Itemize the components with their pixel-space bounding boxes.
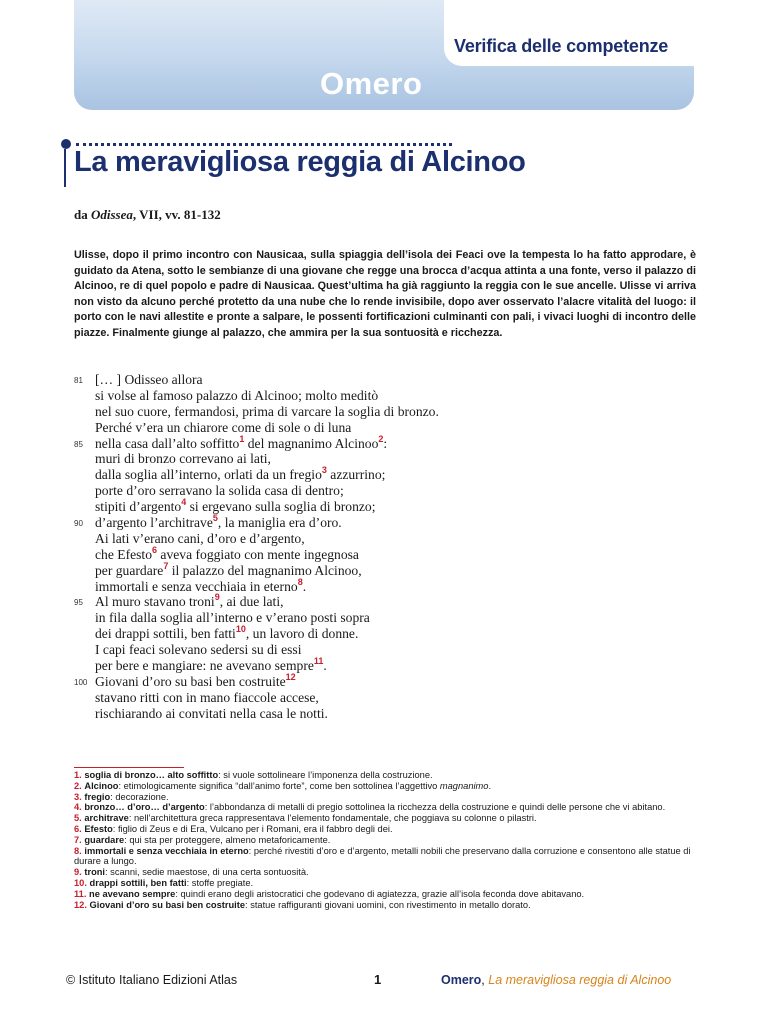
footnote-definition: : si vuole sottolineare l’imponenza della costruzione. [218,770,433,780]
intro-paragraph: Ulisse, dopo il primo incontro con Nausicaa, sulla spiaggia dell’isola dei Feaci ove la tempesta lo ha fatto approdare, è guidato da Atena, sotto le sembianze di una giovane che regge una brocca d’acqua attinta a una fonte, verso il palazzo di Alcinoo, re di quel popolo e padre di Nausicaa. Quest’ultima ha già raggiunto la reggia con le sue ancelle. Ulisse vi arriva non visto da alcuno perché protetto da una nube che lo rende invisibile, dopo aver osservato l’alacre vitalità del luogo: il porto con le navi allestite e pronte a salpare, le possenti fortificazioni culminanti con pali, i vivaci luoghi di incontro delle piazze. Finalmente giunge al palazzo, che ammira per la sua sontuosità e ricchezza. [74,249,696,339]
verse-text [95,576,307,595]
verse-segment: immortali e senza vecchiaia in eterno [95,578,298,594]
verse-line [74,690,594,706]
footnote-marker[interactable]: 7 [163,560,169,571]
verse-segment: d’argento l’architrave [95,515,213,531]
verse-line [74,658,594,674]
verse-segment: in fila dalla soglia all’interno e v’erano posti sopra [95,610,370,626]
footnote-number: 6. [74,823,82,834]
footnote-marker[interactable]: 11 [313,656,324,667]
verse-segment: rischiarando ai convitati nella casa le notti. [95,705,328,721]
verse-segment: muri di bronzo correvano ai lati, [95,451,271,467]
verse-text [95,544,359,563]
verse-line [74,576,594,595]
footnote-term: fregio [84,791,111,802]
verse-segment: il palazzo del magnanimo Alcinoo, [168,562,362,578]
verse-segment: si ergevano sulla soglia di bronzo; [186,499,376,515]
footnote-number: 2. [74,780,82,791]
verse-segment: aveva foggiato con mente ingegnosa [157,546,359,562]
footnote-marker[interactable]: 12 [285,671,296,682]
verse-text [95,642,301,658]
verse-text [95,594,284,610]
source-prefix: da [74,207,91,222]
footnote-item [74,900,696,911]
verse-line [74,706,594,722]
verse-text [95,515,342,531]
footnote-marker[interactable]: 6 [152,544,158,555]
footnote-marker[interactable]: 1 [239,433,245,444]
verse-segment: nella casa dall’alto soffitto [95,435,240,451]
footnote-item [74,792,696,803]
footnote-term: guardare [84,834,125,845]
verse-segment: che Efesto [95,546,152,562]
verse-number: 95 [74,598,83,608]
footer-publisher: © Istituto Italiano Edizioni Atlas [66,973,238,987]
footnote-rule [74,767,184,768]
source-rest: , VII, vv. 81-132 [132,207,221,222]
verse-segment: per guardare [95,562,164,578]
verse-text [95,706,328,722]
verse-segment: per bere e mangiare: ne avevano sempre [95,658,314,674]
verse-text [95,372,203,388]
footnote-term: ne avevano sempre [89,888,176,899]
footnote-definition: : figlio di Zeus e di Era, Vulcano per i Romani, era il fabbro degli dei. [112,823,393,834]
verse-segment: Perché v’era un chiarore come di sole o di luna [95,419,352,435]
verse-text [95,499,376,515]
verse-text [95,433,388,452]
section-label: Verifica delle competenze [454,36,669,56]
footnote-item [74,889,696,900]
verse-segment: si volse al famoso palazzo di Alcinoo; molto meditò [95,387,379,403]
verse-segment: I capi feaci solevano sedersi su di essi [95,642,302,658]
footnote-number: 10. [74,877,87,888]
verse-line [74,483,594,499]
verse-text [95,610,370,626]
footnote-item [74,770,696,781]
verse-line [74,499,594,515]
footnote-term: troni [84,867,106,878]
footnote-marker[interactable]: 2 [378,433,384,444]
footnote-marker[interactable]: 3 [321,465,327,476]
verse-segment: azzurrino; [326,467,386,483]
verse-segment: . [323,658,327,674]
verse-number: 81 [74,376,83,385]
verse-text [95,467,385,483]
footnote-number: 1. [74,770,82,780]
footnote-term: immortali e senza vecchiaia in eterno [84,845,249,856]
verse-line [74,433,594,452]
verse-line [74,372,594,388]
footnote-definition: : qui sta per proteggere, almeno metaforicamente. [124,834,331,845]
verse-segment: . [302,578,307,594]
verse-number: 90 [74,519,83,529]
verse-segment: porte d’oro serravano la solida casa di dentro; [95,483,344,499]
verse-segment: , un lavoro di donne. [245,626,359,642]
footnote-term: architrave [84,813,129,824]
verse-text [95,560,362,579]
verse-line [74,544,594,563]
verse-segment: dei drappi sottili, ben fatti [95,626,236,642]
verse-segment: del magnanimo Alcinoo [244,435,379,451]
footnote-definition: : scanni, sedie maestose, di una certa sontuosità. [105,867,309,878]
verse-line [74,467,594,483]
verse-text [95,404,439,420]
verse-line [74,626,594,642]
footnote-item [74,813,696,824]
poem-text [74,372,594,722]
footnote-number: 9. [74,867,82,878]
verse-line [74,451,594,467]
verse-text [95,451,271,467]
verse-segment: stipiti d’argento [95,499,182,515]
verse-line [74,420,594,436]
footnote-term: bronzo… d’oro… d’argento [84,802,205,813]
verse-segment: dalla soglia all’interno, orlati da un fregio [95,467,322,483]
footnote-number: 4. [74,802,82,813]
verse-line [74,594,594,610]
verse-segment: Al muro stavano troni [95,594,215,610]
footnote-number: 7. [74,834,82,845]
verse-line [74,560,594,579]
header-author: Omero [320,66,423,101]
footnote-definition: : nell’architettura greca rappresentava l’elemento fondamentale, che poggiava su colonne o pilastri. [128,813,537,824]
footnote-definition: : quindi erano degli aristocratici che godevano di agiatezza, grazie all’isola feconda dove abitavano. [175,888,585,899]
page-number: 1 [374,972,382,987]
footnote-term: Alcinoo [84,780,119,791]
verse-segment: , la maniglia era d’oro. [217,515,342,531]
footnote-definition: : decorazione. [110,791,169,802]
verse-segment: : [383,435,388,451]
verse-segment: [… ] Odisseo allora [95,372,203,387]
footnotes [74,770,696,910]
verse-number: 85 [74,439,83,449]
footnote-item [74,867,696,878]
footnote-item [74,781,696,792]
verse-line [74,671,594,690]
verse-number: 100 [74,677,88,687]
footnote-item [74,846,696,868]
running-title-text: La meravigliosa reggia di Alcinoo [488,973,672,987]
footnote-term: drappi sottili, ben fatti [89,877,187,888]
footnote-number: 3. [74,791,82,802]
footnote-term: soglia di bronzo… alto soffitto [84,770,219,780]
verse-segment: Giovani d’oro su basi ben costruite [95,673,286,689]
footnote-definition: : stoffe pregiate. [186,877,254,888]
footnote-number: 12. [74,899,87,910]
verse-line [74,388,594,404]
verse-segment: nel suo cuore, fermandosi, prima di varcare la soglia di bronzo. [95,403,439,419]
footnote-number: 5. [74,813,82,824]
verse-segment: , ai due lati, [219,594,284,610]
verse-line [74,610,594,626]
verse-segment: Ai lati v’erano cani, d’oro e d’argento, [95,530,305,546]
footnote-italic: magnanimo [439,780,489,791]
title-vertical-bar [64,149,66,187]
footnote-item [74,878,696,889]
footnote-definition: : l’abbondanza di metalli di pregio sottolinea la ricchezza della costruzione e quindi delle persone che vi abitano. [204,802,666,813]
footnote-term: Efesto [84,823,113,834]
verse-text [95,420,351,436]
footnote-marker[interactable]: 5 [212,513,218,524]
verse-line [74,404,594,420]
footnote-definition: : statue raffiguranti giovani uomini, con rivestimento in metallo dorato. [245,899,531,910]
running-title [441,973,671,987]
footnote-marker[interactable]: 8 [297,576,303,587]
footnote-item [74,802,696,813]
verse-text [95,671,296,690]
footnote-number: 11. [74,888,87,899]
verse-text [95,388,378,404]
running-separator: , [481,973,489,987]
footnote-marker[interactable]: 9 [214,592,220,603]
verse-text [95,626,358,642]
title-bullet-icon [61,139,71,149]
source-reference [74,207,221,223]
verse-text [95,690,319,706]
footnote-marker[interactable]: 10 [235,624,246,635]
verse-text [95,531,305,547]
footnote-marker[interactable]: 4 [181,497,187,508]
page-title: La meravigliosa reggia di Alcinoo [74,146,526,178]
verse-segment: stavano ritti con in mano fiaccole accese, [95,689,319,705]
verse-line [74,515,594,531]
verse-line [74,642,594,658]
footnote-definition: : perché rivestiti d’oro e d’argento, metalli nobili che preservano dalla corruzione e consentono alle statue di durare a lungo. [74,845,691,867]
footnote-number: 8. [74,845,82,856]
footnote-end: . [488,780,492,791]
verse-text [95,483,344,499]
running-author: Omero [441,973,482,987]
footnote-term: Giovani d’oro su basi ben costruite [89,899,246,910]
footnote-item [74,824,696,835]
footnote-item [74,835,696,846]
source-work: Odissea [90,207,133,222]
footnote-definition: : etimologicamente significa “dall’animo forte”, come ben sottolinea l’aggettivo [118,780,440,791]
